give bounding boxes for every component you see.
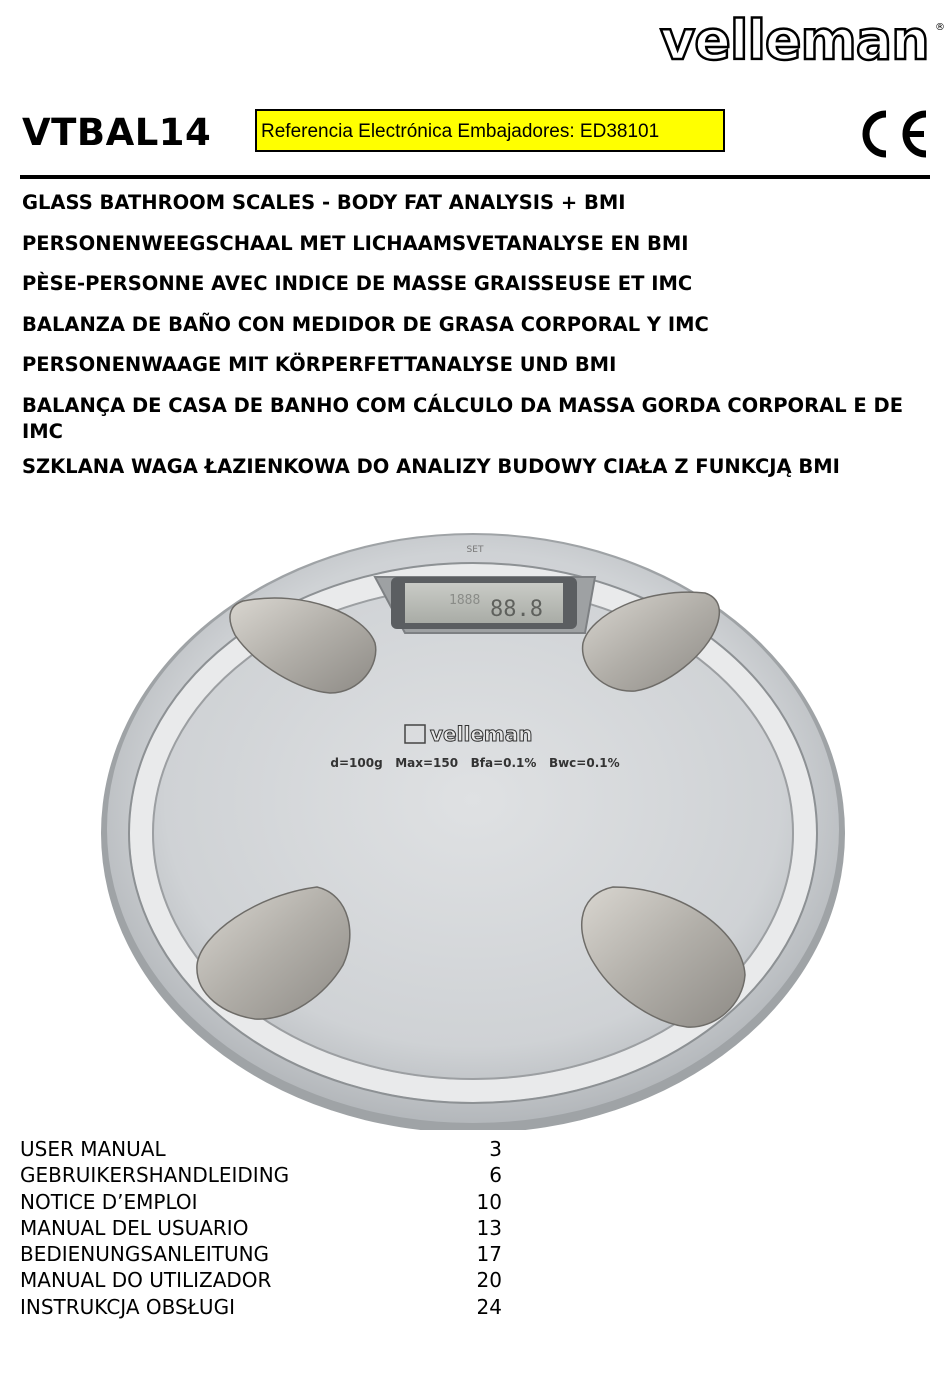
header-rule — [20, 175, 930, 179]
reference-box: Referencia Electrónica Embajadores: ED38101 — [255, 109, 725, 152]
toc-page: 13 — [476, 1215, 502, 1240]
toc-page: 3 — [489, 1137, 502, 1161]
toc-label: MANUAL DO UTILIZADOR — [20, 1268, 272, 1293]
toc-label: BEDIENUNGSANLEITUNG — [20, 1242, 270, 1267]
scale-spec-line: d=100g Max=150 Bfa=0.1% Bwc=0.1% — [330, 756, 620, 770]
toc-page: 24 — [476, 1294, 502, 1319]
lcd-segments: 1888 — [449, 593, 481, 608]
title-fr: PÈSE-PERSONNE AVEC INDICE DE MASSE GRAISSEUSE ET IMC — [22, 272, 693, 295]
toc-page: 20 — [476, 1268, 502, 1293]
title-de: PERSONENWAAGE MIT KÖRPERFETTANALYSE UND BMI — [22, 353, 617, 376]
title-pl: SZKLANA WAGA ŁAZIENKOWA DO ANALIZY BUDOWY CIAŁA Z FUNKCJĄ BMI — [22, 454, 840, 478]
toc-entry[interactable] — [20, 1162, 502, 1188]
toc-page: 17 — [476, 1242, 502, 1267]
title-en: GLASS BATHROOM SCALES - BODY FAT ANALYSIS + BMI — [22, 191, 626, 214]
registered-mark: ® — [935, 22, 945, 33]
title-nl: PERSONENWEEGSCHAAL MET LICHAAMSVETANALYSE EN BMI — [22, 231, 689, 255]
toc-entry[interactable] — [20, 1189, 502, 1215]
title-pt: BALANÇA DE CASA DE BANHO COM CÁLCULO DA MASSA GORDA CORPORAL E DE IMC — [22, 393, 904, 443]
toc-page: 6 — [489, 1163, 502, 1188]
lcd-reading: 88.8 — [490, 597, 543, 622]
model-number: VTBAL14 — [22, 111, 212, 154]
product-photo — [75, 515, 875, 1130]
toc-label: NOTICE D’EMPLOI — [20, 1189, 198, 1214]
title-es: BALANZA DE BAÑO CON MEDIDOR DE GRASA CORPORAL Y IMC — [22, 312, 709, 336]
table-of-contents — [20, 1136, 502, 1320]
toc-label: USER MANUAL — [20, 1137, 166, 1161]
brand-name: velleman — [660, 9, 929, 72]
toc-label: MANUAL DEL USUARIO — [20, 1215, 249, 1240]
toc-entry[interactable] — [20, 1215, 502, 1241]
set-label: SET — [466, 545, 484, 555]
scale-logo: velleman — [430, 722, 533, 746]
toc-label: GEBRUIKERSHANDLEIDING — [20, 1163, 290, 1188]
toc-entry[interactable] — [20, 1136, 502, 1162]
velleman-logo — [660, 9, 945, 76]
ce-mark-icon — [852, 106, 930, 162]
toc-entry[interactable] — [20, 1294, 502, 1320]
toc-page: 10 — [476, 1189, 502, 1214]
product-titles — [22, 190, 922, 494]
toc-label: INSTRUKCJA OBSŁUGI — [20, 1294, 235, 1319]
toc-entry[interactable] — [20, 1241, 502, 1267]
toc-entry[interactable] — [20, 1267, 502, 1293]
